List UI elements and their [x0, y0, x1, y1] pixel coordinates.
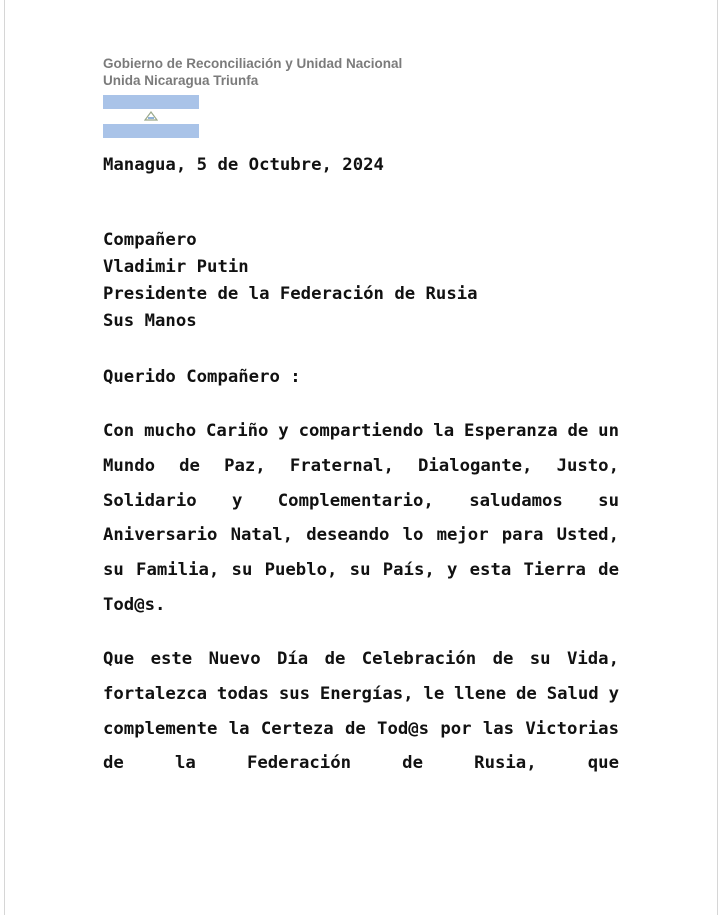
letter-greeting: Querido Compañero :	[103, 367, 301, 387]
flag-band-top	[103, 95, 199, 109]
recipient-salutation: Compañero	[103, 230, 197, 250]
recipient-name: Vladimir Putin	[103, 257, 249, 277]
letter-page	[4, 0, 718, 915]
flag-band-bottom	[103, 124, 199, 138]
nicaragua-flag-icon	[103, 95, 199, 138]
flag-band-middle	[103, 109, 199, 123]
letterhead-government: Gobierno de Reconciliación y Unidad Nacional	[103, 56, 403, 71]
letter-date: Managua, 5 de Octubre, 2024	[103, 155, 384, 175]
recipient-delivery: Sus Manos	[103, 311, 197, 331]
letterhead-slogan: Unida Nicaragua Triunfa	[103, 73, 259, 88]
recipient-block	[103, 227, 478, 335]
triangle-emblem-icon	[144, 111, 158, 121]
letterhead	[103, 55, 402, 89]
letter-paragraph-2: Que este Nuevo Día de Celebración de su Vida, fortalezca todas sus Energías, le llene de Salud y complemente la Certeza de Tod@s por las Victorias de la Federación de Rusia, que	[103, 649, 619, 774]
recipient-title: Presidente de la Federación de Rusia	[103, 284, 478, 304]
letter-paragraph-1: Con mucho Cariño y compartiendo la Esperanza de un Mundo de Paz, Fraternal, Dialogante, Justo, Solidario y Complementario, saludamos su Aniversario Natal, deseando lo mejor para Usted, su Familia, su Pueblo, su País, y esta Tierra de Tod@s.	[103, 421, 619, 615]
